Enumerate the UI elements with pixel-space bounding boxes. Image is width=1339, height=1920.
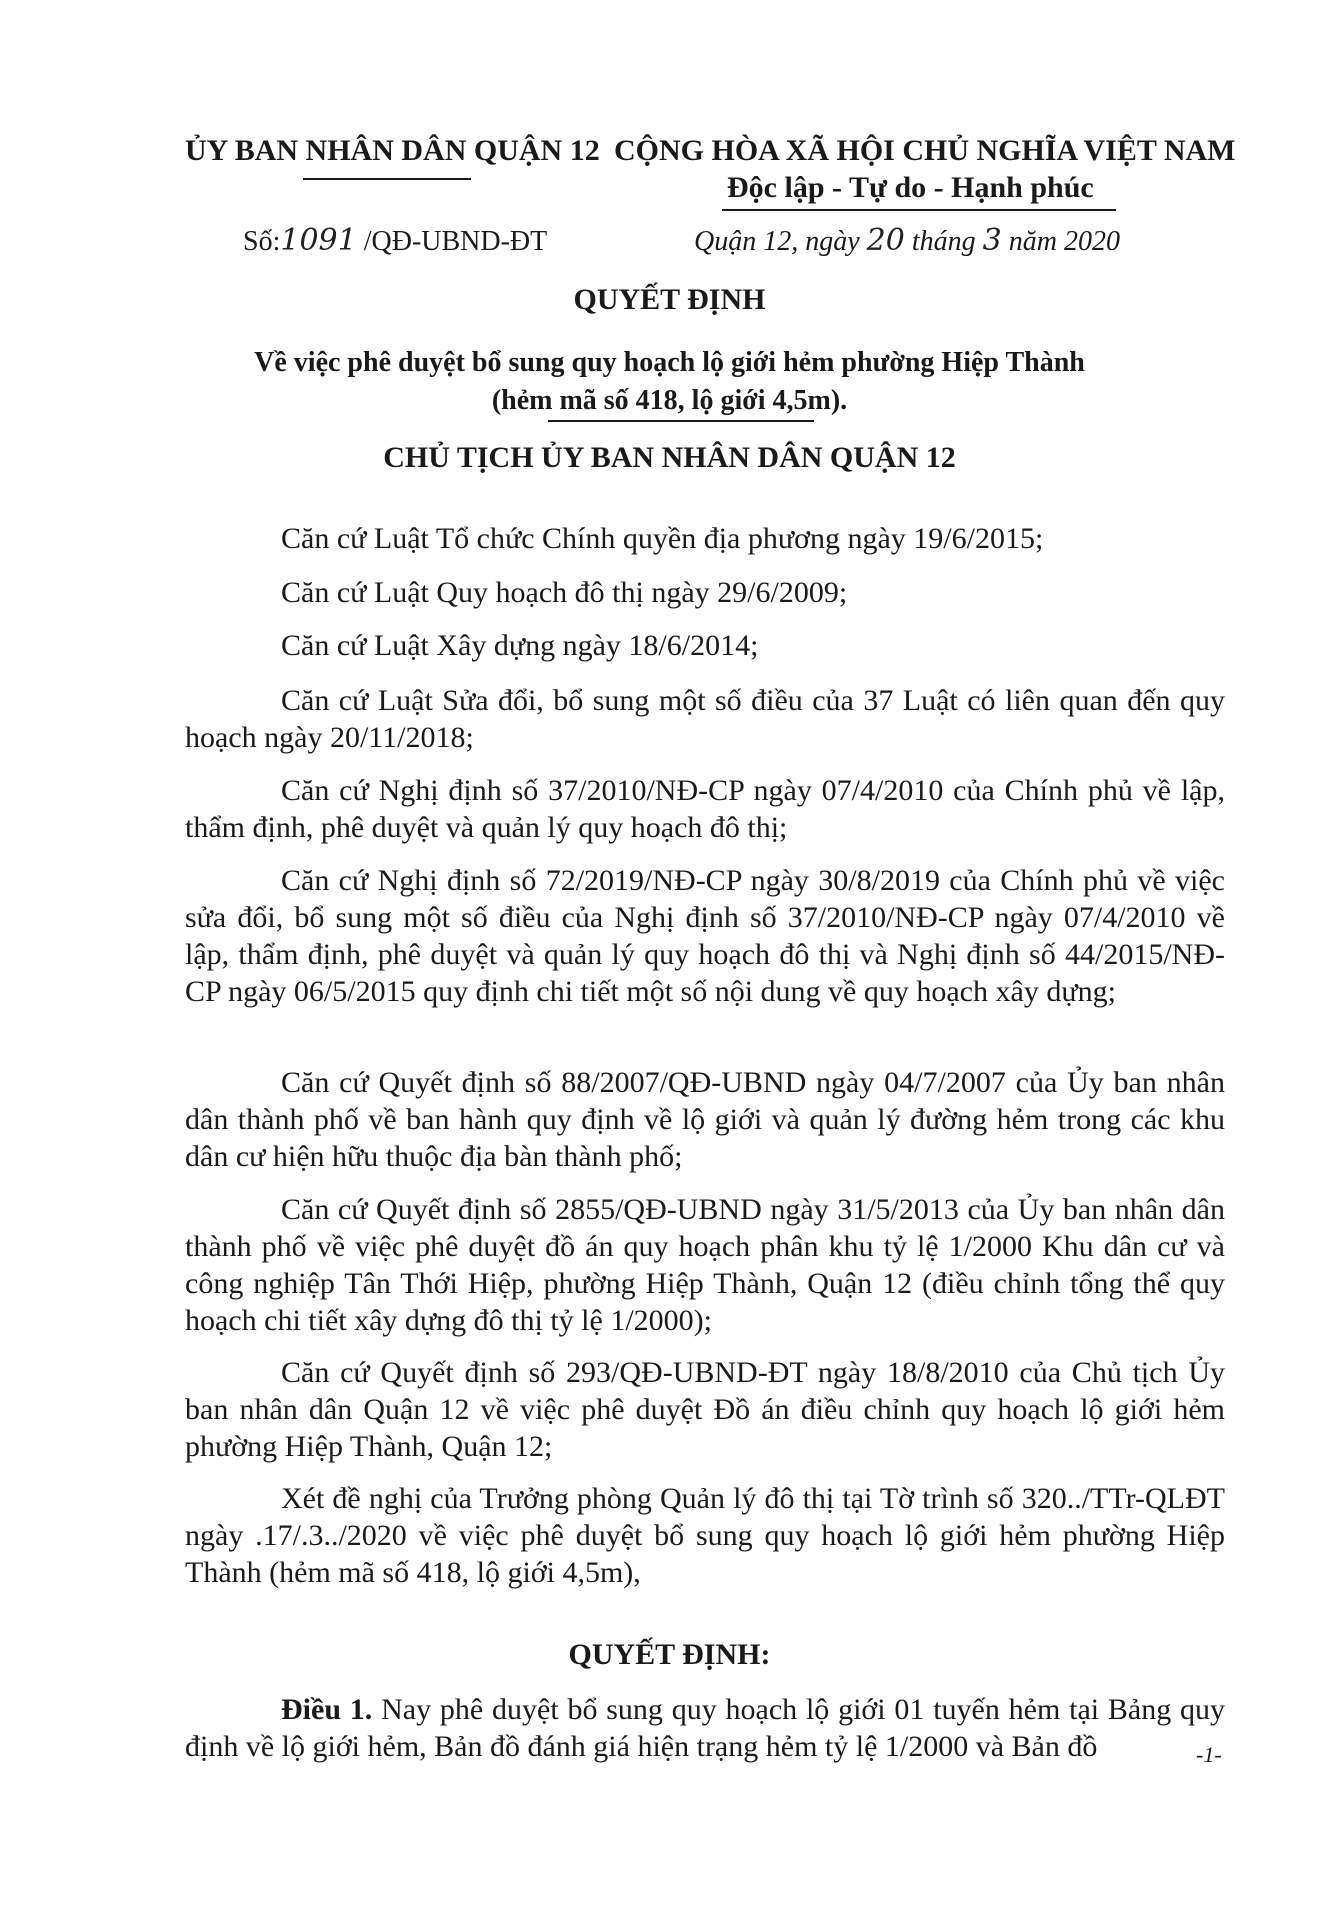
place-and-date (694, 223, 1120, 258)
page-number: -1- (1196, 1742, 1222, 1767)
subject-line-2: (hẻm mã số 418, lộ giới 4,5m). (491, 385, 848, 416)
article-1-text: Nay phê duyệt bổ sung quy hoạch lộ giới 01 tuyến hẻm tại Bảng quy định về lộ giới hẻm, Bản đồ đánh giá hiện trạng hẻm tỷ lệ 1/2000 và Bản đồ (185, 1693, 1226, 1763)
recital-5: Căn cứ Nghị định số 37/2010/NĐ-CP ngày 07/4/2010 của Chính phủ về lập, thẩm định, phê duyệt và quản lý quy hoạch đô thị; (185, 774, 1225, 844)
recital-10: Xét đề nghị của Trưởng phòng Quản lý đô thị tại Tờ trình số 320../TTr-QLĐT ngày .17/.3../2020 về việc phê duyệt bổ sung quy hoạch lộ giới hẻm phường Hiệp Thành (hẻm mã số 418, lộ giới 4,5m), (185, 1482, 1225, 1589)
month-handwritten: 3 (982, 223, 1002, 258)
place-date-c: năm 2020 (1001, 226, 1120, 257)
recital-1: Căn cứ Luật Tổ chức Chính quyền địa phương ngày 19/6/2015; (281, 522, 1044, 555)
recital-9: Căn cứ Quyết định số 293/QĐ-UBND-ĐT ngày 18/8/2010 của Chủ tịch Ủy ban nhân dân Quận 12 về việc phê duyệt Đồ án điều chỉnh quy hoạch lộ giới hẻm phường Hiệp Thành, Quận 12; (185, 1356, 1225, 1463)
recital-6: Căn cứ Nghị định số 72/2019/NĐ-CP ngày 30/8/2019 của Chính phủ về việc sửa đổi, bổ sung một số điều của Nghị định số 37/2010/NĐ-CP ngày 07/4/2010 về lập, thẩm định, phê duyệt và quản lý quy hoạch đô thị và Nghị định số 44/2015/NĐ-CP ngày 06/5/2015 quy định chi tiết một số nội dung về quy hoạch xây dựng; (185, 864, 1225, 1008)
agency-name: ỦY BAN NHÂN DÂN QUẬN 12 (185, 134, 600, 167)
decision-heading: QUYẾT ĐỊNH: (568, 1638, 771, 1671)
document-title: QUYẾT ĐỊNH (573, 283, 766, 316)
recital-8: Căn cứ Quyết định số 2855/QĐ-UBND ngày 31/5/2013 của Ủy ban nhân dân thành phố về việc phê duyệt đồ án quy hoạch phân khu tỷ lệ 1/2000 Khu dân cư và công nghiệp Tân Thới Hiệp, phường Hiệp Thành, Quận 12 (điều chỉnh tổng thể quy hoạch chi tiết xây dựng đô thị tỷ lệ 1/2000); (185, 1193, 1225, 1337)
motto-underline (722, 209, 1116, 211)
doc-no-handwritten: 1091 (280, 223, 357, 258)
day-handwritten: 20 (866, 223, 905, 258)
issuing-authority: CHỦ TỊCH ỦY BAN NHÂN DÂN QUẬN 12 (383, 441, 956, 474)
recital-2: Căn cứ Luật Quy hoạch đô thị ngày 29/6/2009; (281, 576, 848, 609)
national-motto: Độc lập - Tự do - Hạnh phúc (727, 171, 1094, 204)
agency-underline (303, 178, 471, 180)
doc-no-prefix: Số: (243, 226, 281, 257)
nation-name: CỘNG HÒA XÃ HỘI CHỦ NGHĨA VIỆT NAM (614, 134, 1236, 167)
article-1 (185, 1691, 1225, 1765)
recital-3: Căn cứ Luật Xây dựng ngày 18/6/2014; (281, 629, 759, 662)
doc-no-suffix: /QĐ-UBND-ĐT (356, 226, 548, 257)
document-number (243, 223, 547, 258)
place-date-b: tháng (904, 226, 983, 257)
subject-line-1: Về việc phê duyệt bổ sung quy hoạch lộ giới hẻm phường Hiệp Thành (254, 347, 1085, 378)
article-1-label: Điều 1. (281, 1693, 373, 1726)
recital-7: Căn cứ Quyết định số 88/2007/QĐ-UBND ngày 04/7/2007 của Ủy ban nhân dân thành phố về ban hành quy định về lộ giới và quản lý đường hẻm trong các khu dân cư hiện hữu thuộc địa bàn thành phố; (185, 1066, 1225, 1173)
place-date-a: Quận 12, ngày (694, 226, 867, 257)
subject-underline (548, 420, 814, 422)
recital-4: Căn cứ Luật Sửa đổi, bổ sung một số điều của 37 Luật có liên quan đến quy hoạch ngày 20/11/2018; (185, 684, 1225, 754)
